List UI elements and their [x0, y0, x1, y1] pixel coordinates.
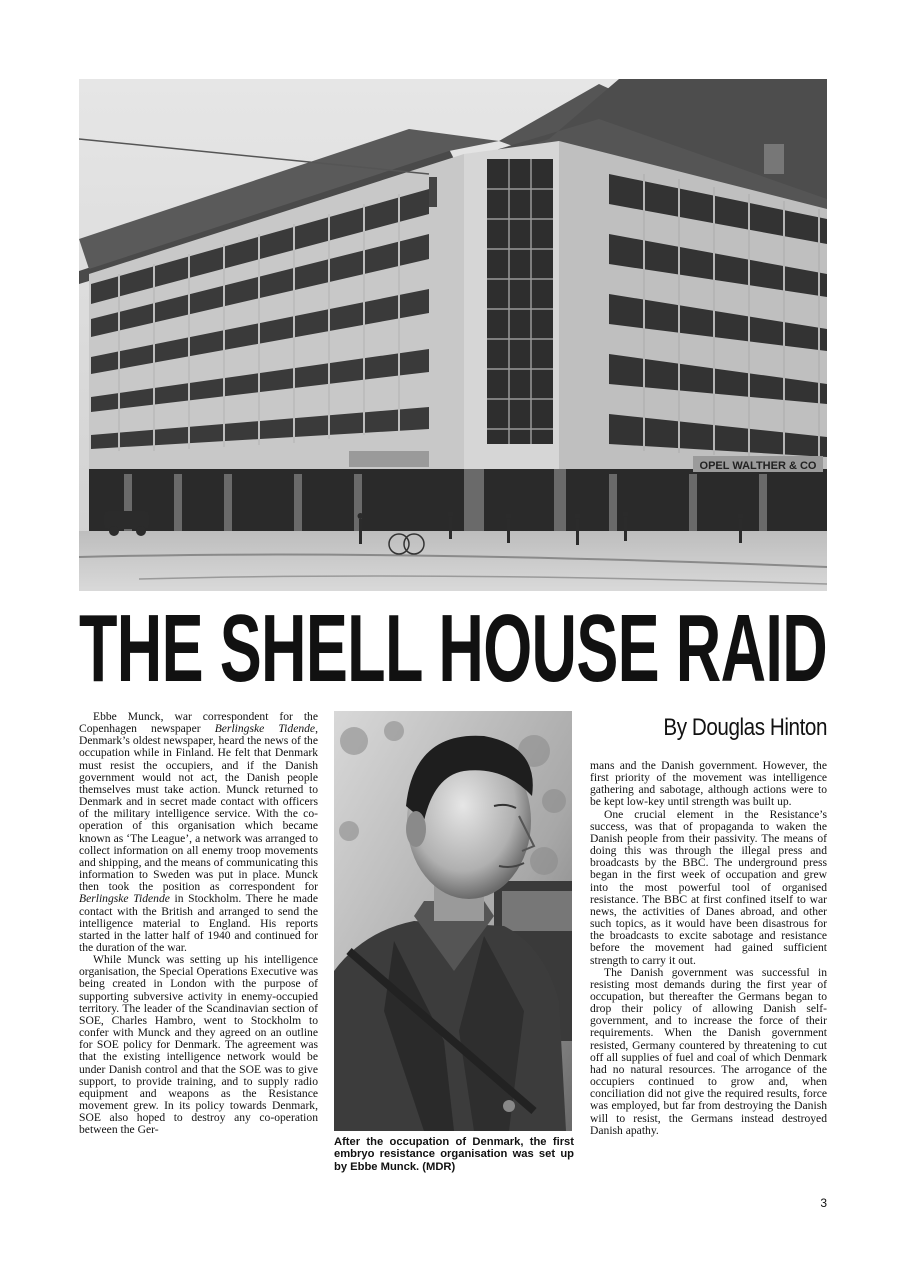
paragraph	[79, 711, 318, 954]
paragraph-text: Ebbe Munck, war correspondent for the Copenhagen newspaper	[79, 710, 318, 736]
byline: By Douglas Hinton	[663, 714, 827, 741]
shop-sign-text: OPEL WALTHER & CO	[699, 460, 817, 472]
shell-house-illustration	[79, 79, 827, 591]
page-number: 3	[820, 1196, 827, 1210]
article-column-1	[79, 711, 318, 1136]
photo-caption: After the occupation of Denmark, the first embryo resistance organisation was set up by Ebbe Munck. (MDR)	[334, 1136, 574, 1173]
newspaper-name: Berlingske Tidende	[79, 892, 170, 906]
paragraph: While Munck was setting up his intelligence organisation, the Special Operations Executive was being created in London with the purpose of supporting subversive activity in enemy-occupied territory. The leader of the Scandinavian section of SOE, Charles Hambro, went to Stockholm to confer with Munck and they agreed on an outline for SOE policy for Denmark. The agreement was that the existing intelligence network would be under Danish control and that the SOE was to give support, to provide training, and to supply radio equipment and weapons as the Resistance movement grew. In its policy towards Denmark, SOE also hoped to destroy any co-operation between the Ger-	[79, 953, 318, 1137]
article-title: THE SHELL HOUSE RAID	[79, 595, 828, 702]
paragraph: mans and the Danish government. However, the first priority of the movement was intelligence gathering and sabotage, although actions were to be kept low-key until strength was built up.	[590, 759, 827, 809]
ebbe-munck-photo	[334, 711, 572, 1131]
portrait-illustration	[334, 711, 572, 1131]
shell-house-photo	[79, 79, 827, 591]
paragraph: One crucial element in the Resistance’s success, was that of propaganda to waken the Danish people from their passivity. The means of doing this was through the illegal press and broadcasts by the BBC. The underground press began in the first week of occupation and grew into the most powerful tool of organised resistance. The BBC at first confined itself to war news, the activities of Danes abroad, and other such topics, as it would have been disastrous for the broadcasts to excite sabotage and resistance before the movement had gained sufficient strength to carry it out.	[590, 807, 827, 967]
article-column-3	[590, 760, 827, 1137]
paragraph-text: , Denmark’s oldest newspaper, heard the news of the occupation while in Finland. He felt that Denmark must resist the occupiers, and if the Danish government would not act, the Danish people themselves must take action. Munck returned to Denmark and in secret made contact with officers of the military intelligence service. With the co-operation of this organisation which became known as ‘The League’, a network was arranged to collect information on all enemy troop movements and shipping, and the means of communicating this information to Sweden was put in place. Munck then took the position as correspondent for	[79, 722, 318, 894]
paragraph: The Danish government was successful in resisting most demands during the first year of occupation, but thereafter the Germans began to drop their policy of allowing Danish self-government, and to increase the force of their requirements. When the Danish government resisted, Germany countered by threatening to cut off all supplies of fuel and coal of which Denmark had no natural resources. The arrogance of the occupiers continued to grow and, when conciliation did not give the required results, force was employed, but far from destroying the Danish will to resist, the Germans instead destroyed Danish apathy.	[590, 965, 827, 1137]
newspaper-name: Berlingske Tidende	[214, 722, 316, 736]
paragraph-text: in Stockholm. There he made contact with the British and arranged to send the intelligence material to England. His reports started in the latter half of 1940 and continued for the duration of the war.	[79, 892, 318, 954]
